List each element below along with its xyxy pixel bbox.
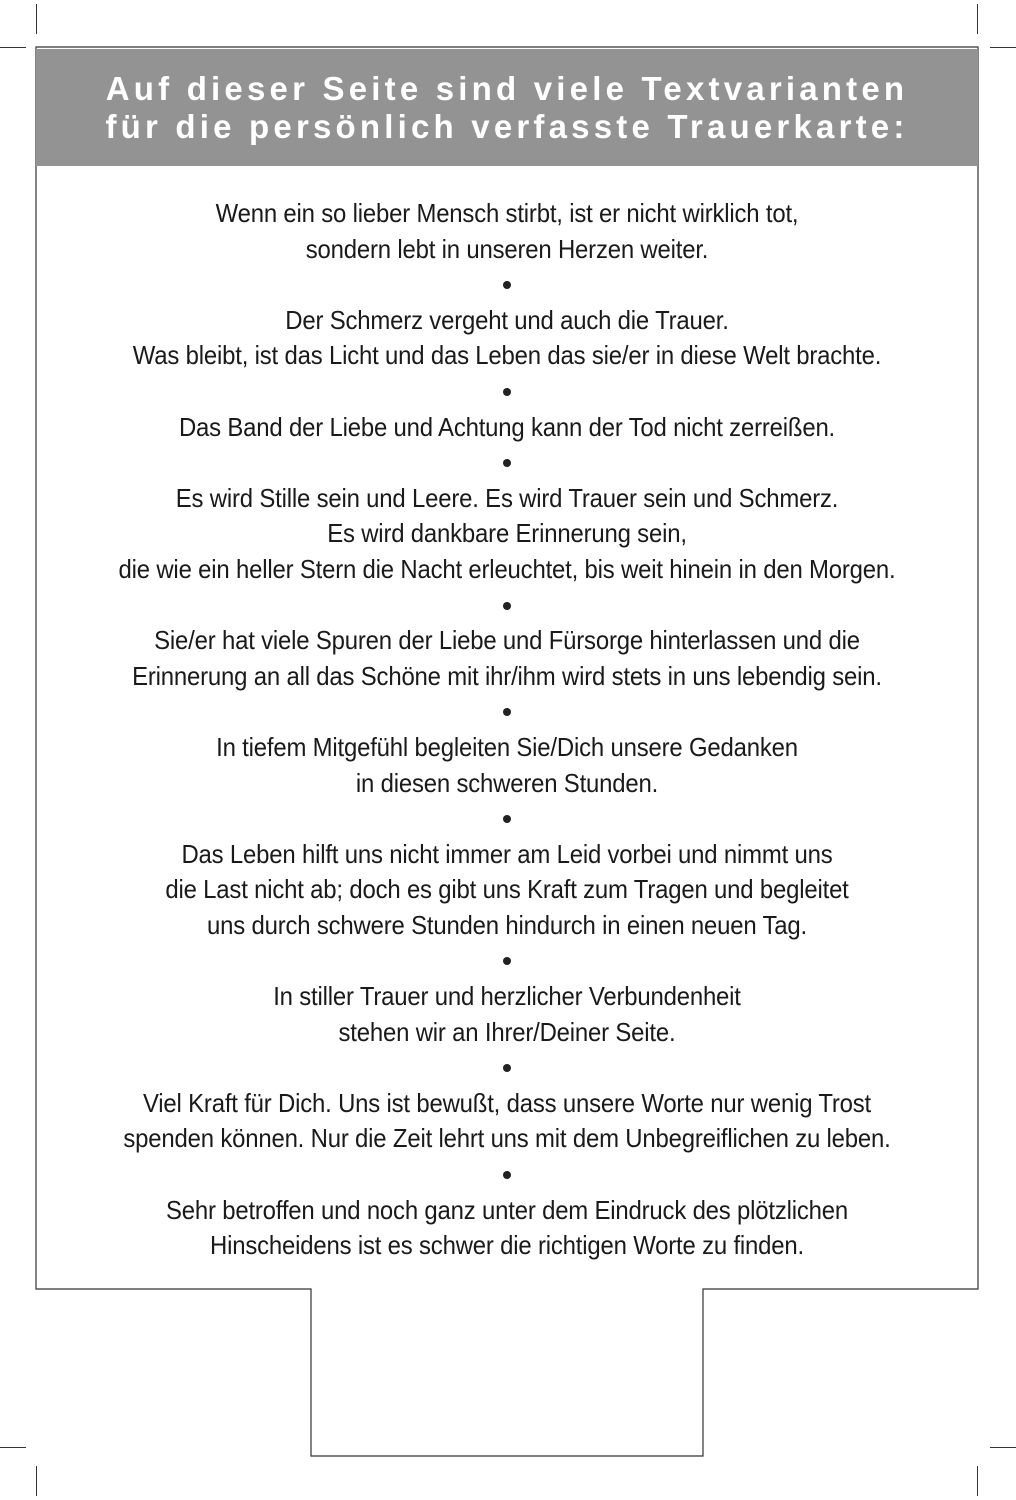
header-title-line-2: für die persönlich verfasste Trauerkarte: bbox=[105, 107, 909, 145]
verse-10 bbox=[36, 1193, 978, 1264]
bullet-separator bbox=[36, 694, 978, 730]
verse-5 bbox=[36, 623, 978, 694]
verse-line: Sehr betroffen und noch ganz unter dem Eindruck des plötzlichen bbox=[165, 1194, 849, 1225]
verse-line: Das Band der Liebe und Achtung kann der Tod nicht zerreißen. bbox=[178, 411, 836, 442]
verse-line: Der Schmerz vergeht und auch die Trauer. bbox=[285, 304, 729, 335]
header-title-line-1: Auf dieser Seite sind viele Textvarianten bbox=[105, 69, 909, 107]
bullet-separator bbox=[36, 445, 978, 481]
verse-line: uns durch schwere Stunden hindurch in einen neuen Tag. bbox=[206, 909, 808, 940]
verse-line: in diesen schweren Stunden. bbox=[355, 767, 659, 798]
verse-line: In tiefem Mitgefühl begleiten Sie/Dich unsere Gedanken bbox=[216, 731, 798, 762]
verse-line: Es wird dankbare Erinnerung sein, bbox=[327, 518, 687, 549]
bullet-separator bbox=[36, 374, 978, 410]
bullet-separator bbox=[36, 1157, 978, 1193]
bullet-separator bbox=[36, 943, 978, 979]
verse-list bbox=[36, 196, 978, 1264]
verse-line: sondern lebt in unseren Herzen weiter. bbox=[305, 233, 709, 264]
verse-4 bbox=[36, 481, 978, 588]
verse-3 bbox=[36, 410, 978, 446]
verse-line: stehen wir an Ihrer/Deiner Seite. bbox=[338, 1016, 676, 1047]
verse-7 bbox=[36, 837, 978, 944]
verse-line: In stiller Trauer und herzlicher Verbundenheit bbox=[273, 981, 741, 1012]
header-banner bbox=[36, 49, 978, 166]
verse-line: Es wird Stille sein und Leere. Es wird Trauer sein und Schmerz. bbox=[175, 482, 839, 513]
bullet-separator bbox=[36, 588, 978, 624]
verse-8 bbox=[36, 979, 978, 1050]
bullet-separator bbox=[36, 267, 978, 303]
verse-line: Viel Kraft für Dich. Uns ist bewußt, dass unsere Worte nur wenig Trost bbox=[142, 1087, 872, 1118]
verse-line: spenden können. Nur die Zeit lehrt uns mit dem Unbegreiflichen zu leben. bbox=[123, 1123, 891, 1154]
verse-6 bbox=[36, 730, 978, 801]
verse-line: die Last nicht ab; doch es gibt uns Kraft zum Tragen und begleitet bbox=[165, 874, 849, 905]
verse-2 bbox=[36, 303, 978, 374]
verse-line: die wie ein heller Stern die Nacht erleuchtet, bis weit hinein in den Morgen. bbox=[118, 553, 896, 584]
bullet-separator bbox=[36, 801, 978, 837]
verse-line: Was bleibt, ist das Licht und das Leben das sie/er in diese Welt brachte. bbox=[132, 340, 882, 371]
verse-1 bbox=[36, 196, 978, 267]
verse-line: Sie/er hat viele Spuren der Liebe und Fürsorge hinterlassen und die bbox=[154, 625, 860, 656]
verse-line: Hinscheidens ist es schwer die richtigen Worte zu finden. bbox=[209, 1230, 805, 1261]
bullet-separator bbox=[36, 1050, 978, 1086]
verse-line: Das Leben hilft uns nicht immer am Leid vorbei und nimmt uns bbox=[181, 838, 833, 869]
verse-line: Erinnerung an all das Schöne mit ihr/ihm wird stets in uns lebendig sein. bbox=[132, 660, 882, 691]
verse-9 bbox=[36, 1086, 978, 1157]
verse-line: Wenn ein so lieber Mensch stirbt, ist er nicht wirklich tot, bbox=[215, 198, 799, 228]
